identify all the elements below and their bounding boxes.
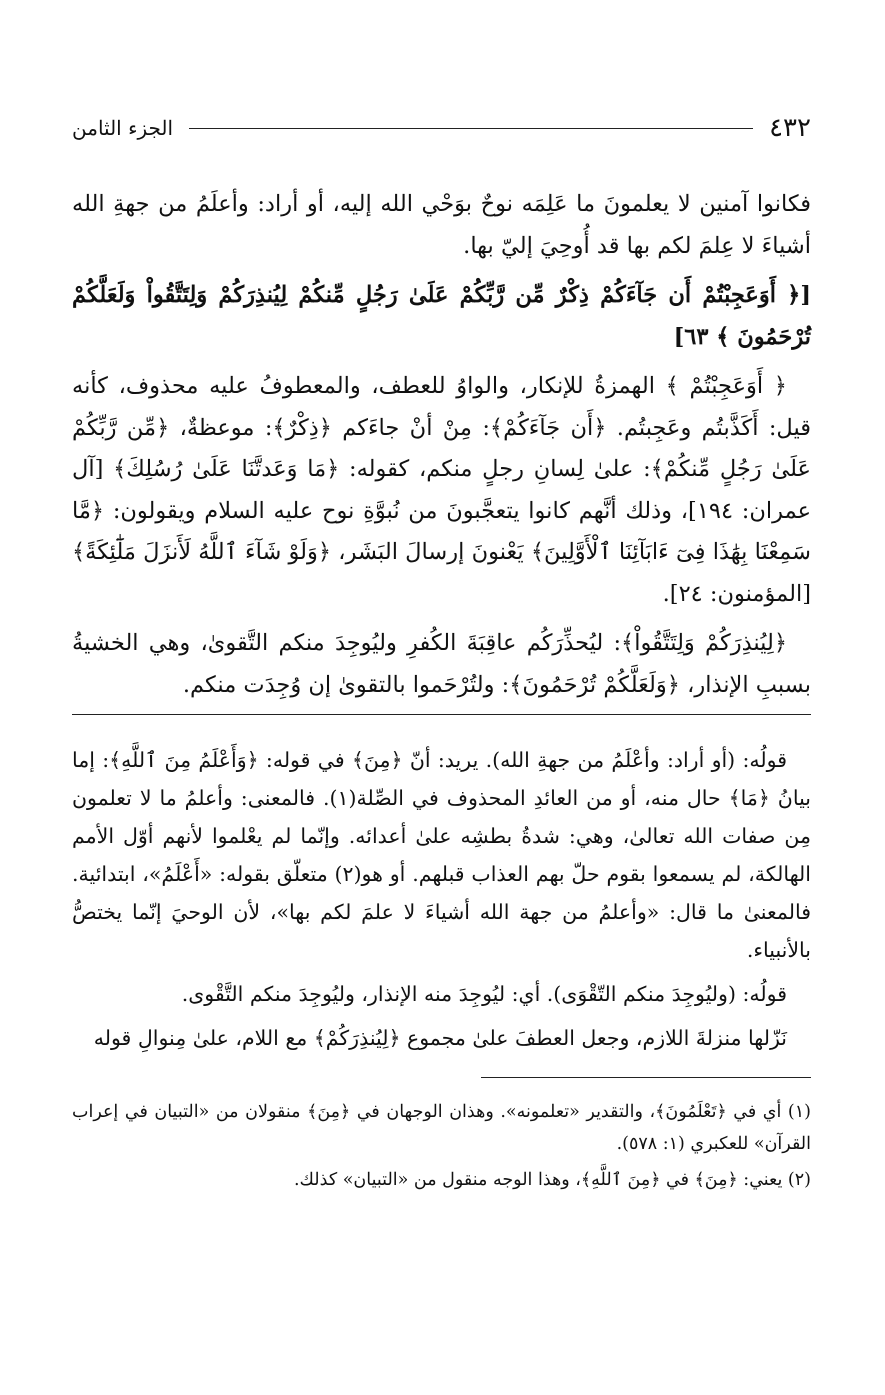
part-title: الجزء الثامن <box>72 116 174 140</box>
book-page <box>72 108 811 1200</box>
commentary-paragraph: قولُه: (وليُوجِدَ منكم التّقْوَى). أي: ليُوجِدَ منه الإنذار، وليُوجِدَ منكم التَّقْوى. <box>181 982 787 1006</box>
footnote-rule <box>481 1077 811 1078</box>
page-header <box>72 108 811 148</box>
commentary-paragraph: قولُه: (أو أراد: وأعْلَمُ من جهةِ الله). يريد: أنّ ﴿مِنَ﴾ في قوله: ﴿وَأَعْلَمُ مِنَ ٱللَّهِ﴾: إما بيانُ ﴿مَا﴾ حال منه، أو من العائدِ المحذوف في الصِّلة(١). فالمعنى: وأعلمُ ما لا تعلمون مِن صفات الله تعالىٰ، وهي: شدةُ بطشِه علىٰ أعدائه. وإنّما لم يعْلموا لأنهم أوّل الأمم الهالكة، لم يسمعوا بقوم حلّ بهم العذاب قبلهم. أو هو(٢) متعلّق بقوله: «أَعْلَمُ»، ابتدائية. فالمعنىٰ ما قال: «وأعلمُ من جهة الله أشياءَ لا علمَ لكم بها»، لأن الوحيَ إنّما يختصُّ بالأنبياء. <box>72 748 811 962</box>
commentary-divider <box>72 714 811 715</box>
commentary-text <box>72 741 811 1057</box>
main-paragraph: ﴿ أَوَعَجِبْتُمْ ﴾ الهمزةُ للإنكار، والواوُ للعطف، والمعطوفُ عليه محذوف، كأنه قيل: أَكَذَّبتُم وعَجِبتُم. ﴿أَن جَآءَكُمْ﴾: مِنْ أنْ جاءَكم ﴿ذِكْرٌ﴾: موعظةٌ، ﴿مِّن رَّبِّكُمْ عَلَىٰ رَجُلٍ مِّنكُمْ﴾: علىٰ لِسانِ رجلٍ منكم، كقوله: ﴿مَا وَعَدتَّنَا عَلَىٰ رُسُلِكَ﴾ [آل عمران: ١٩٤]، وذلك أنَّهم كانوا يتعجَّبونَ من نُبوَّةِ نوح عليه السلام ويقولون: ﴿مَّا سَمِعْنَا بِهَٰذَا فِىٓ ءَابَآئِنَا ٱلْأَوَّلِينَ﴾ يَعْنونَ إرسالَ البَشَر، ﴿وَلَوْ شَآءَ ٱللَّهُ لَأَنزَلَ مَلَٰٓئِكَةً﴾ [المؤمنون: ٢٤]. <box>72 373 812 607</box>
quran-verse: [﴿ أَوَعَجِبْتُمْ أَن جَآءَكُمْ ذِكْرٌ مِّن رَّبِّكُمْ عَلَىٰ رَجُلٍ مِّنكُمْ لِيُنذِرَكُمْ وَلِتَتَّقُواْ وَلَعَلَّكُمْ تُرْحَمُونَ ﴾ ٦٣] <box>72 282 811 350</box>
main-paragraph: ﴿لِيُنذِرَكُمْ وَلِتَتَّقُواْ﴾: ليُحذِّرَكُم عاقِبَةَ الكُفرِ وليُوجِدَ منكم التَّقوىٰ، وهي الخشيةُ بسببِ الإنذار، ﴿وَلَعَلَّكُمْ تُرْحَمُونَ﴾: ولتُرْحَموا بالتقوىٰ إن وُجِدَت منكم. <box>72 630 811 698</box>
header-rule <box>189 128 753 129</box>
page-number: ٤٣٢ <box>769 113 811 143</box>
main-paragraph: فكانوا آمنين لا يعلمونَ ما عَلِمَه نوحٌ بوَحْي الله إليه، أو أراد: وأعلَمُ من جهةِ الله أشياءَ لا عِلمَ لكم بها قد أُوحِيَ إليّ بها. <box>72 191 811 259</box>
footnote: (١) أي في ﴿تَعْلَمُونَ﴾، والتقدير «تعلمونه». وهذان الوجهان في ﴿مِنَ﴾ منقولان من «التبيان في إعراب القرآن» للعكبري (١: ٥٧٨). <box>72 1102 811 1154</box>
main-text <box>72 184 811 706</box>
commentary-paragraph: نَزّلها منزلةَ اللازم، وجعل العطفَ علىٰ مجموع ﴿لِيُنذِرَكُمْ﴾ مع اللام، علىٰ مِنوالِ قوله <box>93 1026 787 1050</box>
footnote: (٢) يعني: ﴿مِنَ﴾ في ﴿مِنَ ٱللَّهِ﴾، وهذا الوجه منقول من «التبيان» كذلك. <box>293 1170 811 1190</box>
footnotes <box>72 1096 811 1196</box>
